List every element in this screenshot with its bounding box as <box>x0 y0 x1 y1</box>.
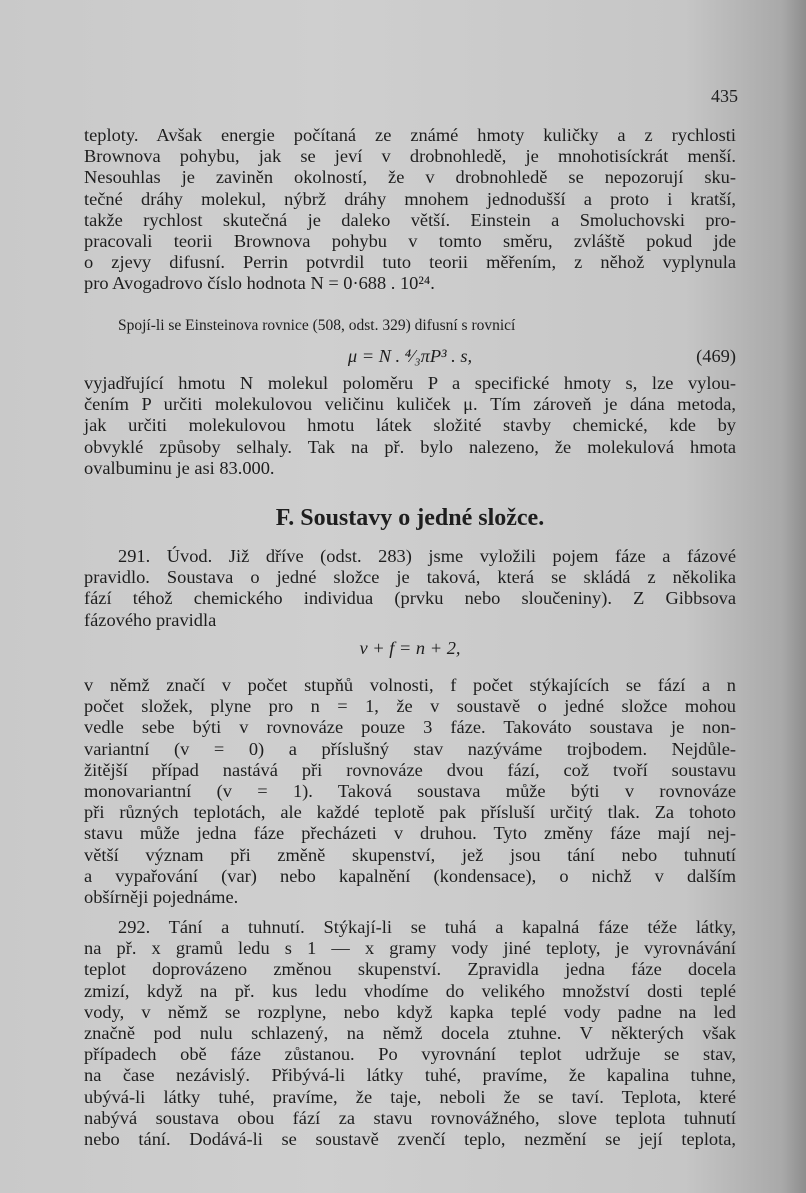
text-line: značně pod nulu schlazený, na němž docela ztuhne. V některých však <box>84 1022 736 1043</box>
text-line: fázového pravidla <box>84 609 217 630</box>
text-line: ovalbuminu je asi 83.000. <box>84 457 275 478</box>
text-line: žitější případ nastává při rovnováze dvou fází, což tvoří soustavu <box>84 759 736 780</box>
paragraph-einstein-equation-intro <box>118 315 718 336</box>
text-line: teplot doprovázeno změnou skupenství. Zpravidla jedna fáze docela <box>84 959 736 980</box>
text-line: čením P určiti molekulovou veličinu kuliček μ. Tím zároveň je dána metoda, <box>84 394 736 415</box>
section-heading: F. Soustavy o jedné složce. <box>275 505 545 531</box>
text-line: pro Avogadrovo číslo hodnota N = 0·688 . 10²⁴. <box>84 273 435 294</box>
paragraph-phase-rule-explanation <box>84 675 736 908</box>
text-line: ubývá-li látky tuhé, pravíme, že taje, neboli že se taví. Teplota, které <box>84 1086 736 1107</box>
text-line: takže rychlost skutečná je daleko větší. Einstein a Smoluchovski pro- <box>84 209 736 230</box>
text-line: pravidlo. Soustava o jedné složce je taková, která se skládá z několika <box>84 567 736 588</box>
equation-number: (469) <box>696 346 736 366</box>
text-line: variantní (v = 0) a příslušný stav nazýváme trojbodem. Nejdůle- <box>84 738 736 759</box>
text-line: v němž značí v počet stupňů volnosti, f počet stýkajících se fází a n <box>84 675 736 695</box>
text-line: případech obě fáze zůstanou. Po vyrovnání teplot udržuje se stav, <box>84 1044 736 1065</box>
text-line: zmizí, když na př. kus ledu vhodíme do velikého množství dosti teplé <box>84 980 736 1001</box>
text-line: a vypařování (var) nebo kapalnění (kondensace), o nichž v dalším <box>84 865 736 886</box>
text-line: jak určiti molekulovou hmotu látek složité stavby chemické, kde by <box>84 415 736 436</box>
text-line: teploty. Avšak energie počítaná ze známé hmoty kuličky a z rychlosti <box>84 125 736 145</box>
paragraph-brownian-motion <box>84 125 736 295</box>
text-line: větší význam při změně skupenství, jež jsou tání nebo tuhnutí <box>84 844 736 865</box>
paragraph-292-melting <box>84 917 736 1150</box>
paragraph-molecular-mass <box>84 373 736 479</box>
text-line: 292. Tání a tuhnutí. Stýkají-li se tuhá a kapalná fáze téže látky, <box>118 917 736 937</box>
text-line: pracovali teorii Brownova pohybu v tomto směru, zvláště pokud jde <box>84 230 736 251</box>
text-line: tečné dráhy molekul, nýbrž dráhy mnohem jednodušší a proto i kratší, <box>84 188 736 209</box>
text-line: při různých teplotách, ale každé teplotě pak přísluší určitý tlak. Za tohoto <box>84 802 736 823</box>
text-line: monovariantní (v = 1). Taková soustava může býti v rovnováze <box>84 780 736 801</box>
text-line: fází téhož chemického individua (prvku nebo sloučeniny). Z Gibbsova <box>84 588 736 609</box>
equation-expression: v + f = n + 2, <box>359 638 461 658</box>
text-line: na čase nezávislý. Přibývá-li látky tuhé, pravíme, že kapalina tuhne, <box>84 1065 736 1086</box>
text-line: na př. x gramů ledu s 1 — x gramy vody jiné teploty, je vyrovnávání <box>84 938 736 959</box>
text-line: 291. Úvod. Již dříve (odst. 283) jsme vyložili pojem fáze a fázové <box>118 546 736 566</box>
text-line: nebo tání. Dodává-li se soustavě zvenčí teplo, nezmění se její teplota, <box>84 1128 736 1149</box>
equation-expression: μ = N . ⁴⁄₃πP³ . s, <box>347 346 473 366</box>
text-line: nabývá soustava obou fází za stavu rovnovážného, slove teplota tuhnutí <box>84 1107 736 1128</box>
text-line: obvyklé způsoby selhaly. Tak na př. bylo nalezeno, že molekulová hmota <box>84 436 736 457</box>
equation-phase-rule <box>84 638 736 662</box>
paragraph-291-intro <box>84 546 736 631</box>
text-line: stavu může jedna fáze přecházeti v druhou. Tyto změny fáze mají nej- <box>84 823 736 844</box>
text-line: vody, v němž se rozplyne, nebo když kapka teplé vody padne na led <box>84 1001 736 1022</box>
page-number: 435 <box>711 86 738 106</box>
equation-469 <box>84 346 736 370</box>
text-line: počet složek, plyne pro n = 1, že v soustavě o jedné složce mohou <box>84 696 736 717</box>
text-line: vedle sebe býti v rovnováze pouze 3 fáze. Takováto soustava je non- <box>84 717 736 738</box>
text-line: obšírněji pojednáme. <box>84 886 239 907</box>
text-line: Nesouhlas je zaviněn okolností, že v drobnohledě se nepozorují sku- <box>84 167 736 188</box>
text-line: Brownova pohybu, jak se jeví v drobnohledě, je mnohotisíckrát menší. <box>84 146 736 167</box>
text-line: vyjadřující hmotu N molekul poloměru P a specifické hmoty s, lze vylou- <box>84 373 736 393</box>
text-line: Spojí-li se Einsteinova rovnice (508, odst. 329) difusní s rovnicí <box>118 317 516 334</box>
text-line: o zjevy difusní. Perrin potvrdil tuto teorii měřením, z něhož vyplynula <box>84 252 736 273</box>
